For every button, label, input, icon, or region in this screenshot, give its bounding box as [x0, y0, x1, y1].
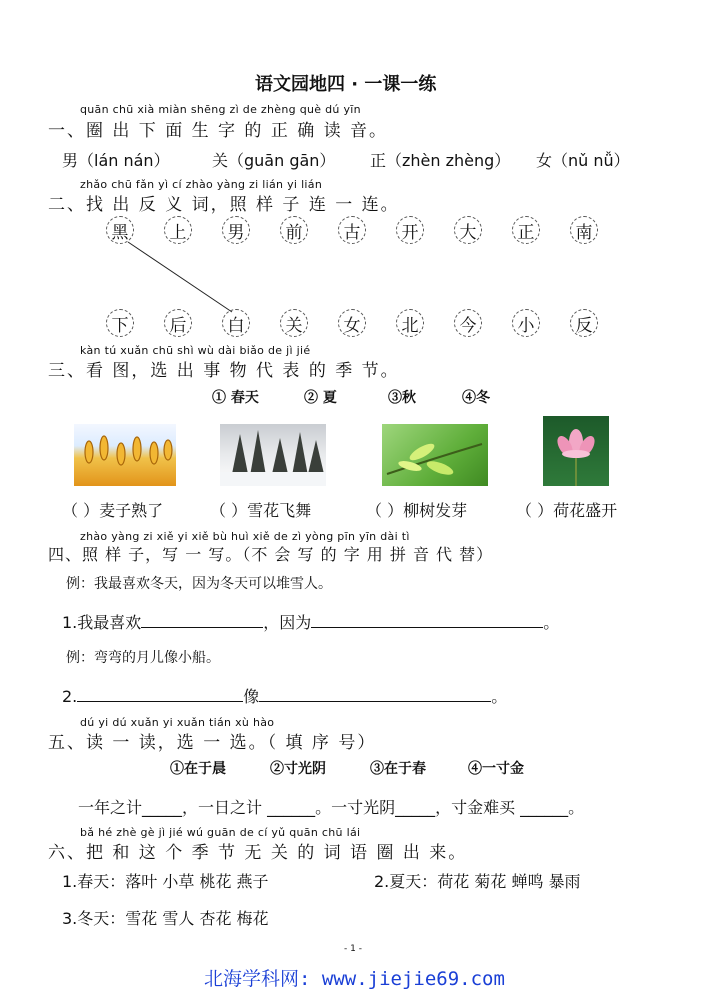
winter-words: 3.冬天：雪花 雪人 杏花 梅花 [62, 909, 269, 928]
char-box-bottom[interactable]: 下 [106, 309, 134, 337]
page-title: 语文园地四 · 一课一练 [255, 74, 437, 95]
season-option: ④冬 [462, 390, 490, 406]
s1-heading: 一、圈 出 下 面 生 字 的 正 确 读 音。 [48, 121, 389, 141]
proverb-option: ①在于晨 [170, 761, 226, 777]
char-box-top[interactable]: 男 [222, 216, 250, 244]
s4-pinyin: zhào yàng zi xiě yi xiě bù huì xiě de zì yòng pīn yīn dài tì [80, 530, 410, 543]
s5-heading: 五、读 一 读，选 一 选。（ 填 序 号） [48, 733, 377, 753]
answer-blank[interactable] [311, 613, 543, 628]
s1-pinyin: quān chū xià miàn shēng zì de zhèng què dú yīn [80, 103, 361, 116]
answer-blank[interactable] [77, 687, 243, 702]
s1-item: 女（nǔ nǚ） [536, 151, 630, 170]
season-option: ① 春天 [212, 390, 259, 406]
example-sentence-1: 例：我最喜欢冬天，因为冬天可以堆雪人。 [66, 576, 332, 592]
char-box-top[interactable]: 南 [570, 216, 598, 244]
char-box-top[interactable]: 前 [280, 216, 308, 244]
answer-blank[interactable] [259, 687, 491, 702]
s6-pinyin: bǎ hé zhè gè jì jié wú guān de cí yǔ quān chū lái [80, 826, 361, 839]
s6-heading: 六、把 和 这 个 季 节 无 关 的 词 语 圈 出 来。 [48, 843, 468, 863]
picture-caption: （ ）荷花盛开 [516, 501, 618, 520]
spring-words: 1.春天：落叶 小草 桃花 燕子 [62, 872, 269, 891]
char-box-bottom[interactable]: 今 [454, 309, 482, 337]
proverb-option: ③在于春 [370, 761, 426, 777]
picture-caption: （ ）雪花飞舞 [210, 501, 312, 520]
footer-watermark: 北海学科网: www.jiejie69.com [204, 968, 505, 990]
s1-item: 正（zhèn zhèng） [370, 151, 511, 170]
proverb-sentence[interactable]: 一年之计_____，一日之计 ______。一寸光阴_____，寸金难买 ______。 [78, 798, 585, 817]
proverb-option: ②寸光阴 [270, 761, 326, 777]
page-number: - 1 - [344, 944, 362, 954]
summer-words: 2.夏天：荷花 菊花 蝉鸣 暴雨 [374, 872, 581, 891]
char-box-top[interactable]: 开 [396, 216, 424, 244]
char-box-top[interactable]: 上 [164, 216, 192, 244]
wheat-image [74, 424, 176, 486]
s3-heading: 三、看 图，选 出 事 物 代 表 的 季 节。 [48, 361, 400, 381]
season-option: ③秋 [388, 390, 416, 406]
line1-prefix: 1.我最喜欢 [62, 613, 142, 632]
writing-line-2 [62, 684, 507, 707]
s1-item: 关（guān gān） [212, 151, 336, 170]
s2-heading: 二、找 出 反 义 词，照 样 子 连 一 连。 [48, 195, 400, 215]
char-box-bottom[interactable]: 后 [164, 309, 192, 337]
char-box-top[interactable]: 大 [454, 216, 482, 244]
snow-forest-image [220, 424, 326, 486]
season-option: ② 夏 [304, 390, 337, 406]
char-box-bottom[interactable]: 北 [396, 309, 424, 337]
s4-heading: 四、照 样 子，写 一 写。（不 会 写 的 字 用 拼 音 代 替） [48, 545, 494, 564]
writing-line-1 [62, 610, 559, 633]
line1-middle: ，因为 [263, 613, 312, 632]
line2-middle: 像 [243, 687, 260, 706]
char-box-top[interactable]: 黑 [106, 216, 134, 244]
picture-caption: （ ）麦子熟了 [62, 501, 164, 520]
answer-blank[interactable] [141, 613, 263, 628]
s3-pinyin: kàn tú xuǎn chū shì wù dài biǎo de jì jié [80, 344, 311, 357]
char-box-bottom[interactable]: 女 [338, 309, 366, 337]
char-box-bottom[interactable]: 反 [570, 309, 598, 337]
s1-item: 男（lán nán） [62, 151, 170, 170]
char-box-bottom[interactable]: 关 [280, 309, 308, 337]
lotus-image [543, 416, 609, 486]
char-box-top[interactable]: 正 [512, 216, 540, 244]
willow-sprout-image [382, 424, 488, 486]
picture-caption: （ ）柳树发芽 [366, 501, 468, 520]
proverb-option: ④一寸金 [468, 761, 524, 777]
example-sentence-2: 例：弯弯的月儿像小船。 [66, 650, 220, 666]
s5-pinyin: dú yi dú xuǎn yi xuǎn tián xù hào [80, 716, 275, 729]
s2-pinyin: zhǎo chū fǎn yì cí zhào yàng zi lián yi lián [80, 178, 323, 191]
line1-end: 。 [543, 613, 560, 632]
line2-end: 。 [491, 687, 508, 706]
char-box-bottom[interactable]: 白 [222, 309, 250, 337]
char-box-bottom[interactable]: 小 [512, 309, 540, 337]
line2-prefix: 2. [62, 687, 78, 706]
char-box-top[interactable]: 古 [338, 216, 366, 244]
